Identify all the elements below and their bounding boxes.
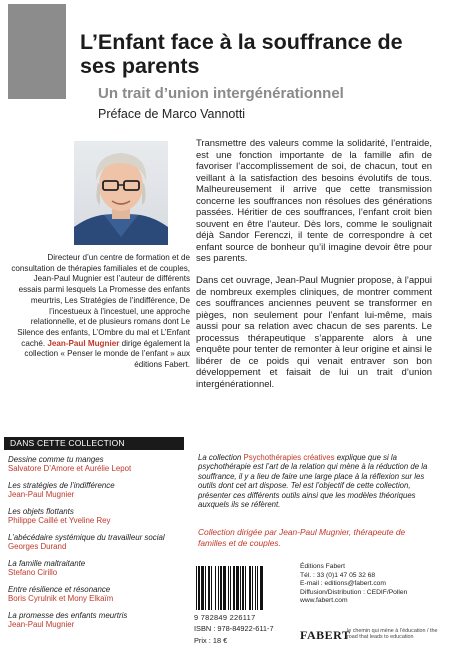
- collection-item: [8, 455, 184, 474]
- barcode: [194, 564, 280, 614]
- barcode-bar: [211, 566, 212, 610]
- barcode-bar: [240, 566, 241, 610]
- collection-item: [8, 481, 184, 500]
- publisher-line: E-mail : editions@fabert.com: [300, 580, 386, 588]
- author-name: Jean-Paul Mugnier: [47, 338, 120, 348]
- publisher-logo: FABERT: [300, 628, 351, 642]
- author-photo: [74, 141, 168, 245]
- collection-item-title: Les objets flottants: [8, 506, 74, 516]
- barcode-bar: [218, 566, 219, 610]
- author-bio-text: Directeur d’un centre de formation et de consultation de thérapies familiales et de couples, Jean-Paul Mugnier est l’auteur de différents essais parmi lesquels La Promesse des enfants meurtris, Les Stratégies de l’indifférence, De l’incestueux à l’incestuel, une approche relationnelle, et de plusieurs romans dont Le Silence des enfants, L’Ombre du mal et L’Enfant caché.: [11, 253, 190, 348]
- collection-item-author: Salvatore D’Amore et Aurélie Lepot: [8, 464, 132, 474]
- collection-director: Collection dirigée par Jean-Paul Mugnier, thérapeute de familles et de couples.: [198, 527, 406, 548]
- preface-credit: Préface de Marco Vannotti: [98, 107, 246, 121]
- cover-color-block: [8, 4, 66, 99]
- description-paragraph: Dans cet ouvrage, Jean-Paul Mugnier propose, à l’appui de nombreux exemples cliniques, de montrer comment ces souffrances anciennes peuvent se transformer en pièges, non seulement pour l’enfant lui-même, mais aussi pour sa relation avec chacun de ses parents. Le processus thérapeutique s’apparente alors à une enquête pour tenter de remonter à leur origine et ainsi le libérer de ce poids qui venait entraver son bon développement et faisait de lui un trait d’union intergénérationnel.: [196, 275, 432, 390]
- barcode-bar: [196, 566, 197, 610]
- barcode-bar: [245, 566, 246, 610]
- barcode-bar: [236, 566, 239, 610]
- barcode-bar: [201, 566, 204, 610]
- collection-description: [198, 453, 432, 509]
- collection-name: Psychothérapies créatives: [243, 453, 335, 462]
- barcode-bar: [205, 566, 206, 610]
- barcode-bar: [223, 566, 226, 610]
- isbn: ISBN : 978-84922-611-7: [194, 624, 274, 633]
- collection-item: [8, 611, 184, 630]
- author-bio: [10, 253, 190, 371]
- publisher-line: Diffusion/Distribution : CEDIF/Pollen: [300, 588, 408, 596]
- collection-item-author: Boris Cyrulnik et Mony Elkaïm: [8, 594, 114, 604]
- publisher-line: www.fabert.com: [300, 597, 348, 605]
- barcode-bar: [198, 566, 200, 610]
- barcode-bar: [215, 566, 216, 610]
- collection-item: [8, 533, 184, 552]
- collection-header: DANS CETTE COLLECTION: [4, 437, 184, 450]
- book-subtitle: Un trait d’union intergénérationnel: [98, 85, 344, 102]
- collection-item-author: Philippe Caillé et Yveline Rey: [8, 516, 111, 526]
- barcode-bar: [233, 566, 235, 610]
- collection-item-author: Georges Durand: [8, 542, 67, 552]
- collection-item: [8, 585, 184, 604]
- description-paragraph: Transmettre des valeurs comme la solidarité, l’entraide, est une fonction importante de la famille afin de favoriser l’accomplissement de soi, de chacun, tout en veillant à la satisfaction des besoins évolutifs de tous. Malheureusement il arrive que cette transmission concerne les souffrances non résolues des générations passées. Héritier de ces souffrances, l’enfant croit bien souvent en être l’auteur. Dès lors, comme le soulignait déjà Sandor Ferenczi, il tente de correspondre à cet enfant source de bonheur qu’il imagine devoir être pour ses parents.: [196, 138, 432, 265]
- collection-item-title: Entre résilience et résonance: [8, 584, 111, 594]
- collection-item-author: Stefano Cirillo: [8, 568, 58, 578]
- price: Prix : 18 €: [194, 636, 228, 645]
- barcode-bar: [249, 566, 251, 610]
- collection-item-title: La promesse des enfants meurtris: [8, 610, 128, 620]
- author-bio-text2: dirige également la collection « Penser le monde de l’enfant » aux éditions Fabert.: [24, 338, 190, 370]
- collection-item-title: Les stratégies de l’indifférence: [8, 480, 115, 490]
- publisher-tagline: le chemin qui mène à l’éducation / the road that leads to education: [347, 628, 438, 641]
- barcode-bar: [252, 566, 253, 610]
- barcode-bar: [208, 566, 210, 610]
- collection-item: [8, 559, 184, 578]
- barcode-bar: [257, 566, 258, 610]
- collection-item-title: Dessine comme tu manges: [8, 455, 104, 464]
- barcode-bar: [255, 566, 256, 610]
- barcode-bar: [242, 566, 244, 610]
- barcode-bar: [260, 566, 263, 610]
- collection-description-pre: La collection: [198, 453, 244, 462]
- back-cover-description: [196, 138, 432, 400]
- collection-list: [8, 455, 184, 637]
- publisher-line: Tél. : 33 (0)1 47 05 32 68: [300, 571, 376, 579]
- barcode-bar: [228, 566, 229, 610]
- collection-item-author: Jean-Paul Mugnier: [8, 490, 75, 500]
- collection-item: [8, 507, 184, 526]
- collection-description-post: explique que si la psychothérapie est l’art de la relation qui mène à la réduction de la souffrance, il y a lieu de faire une large place à la réflexion sur les outils dont cet art dispose. Tel est l’objectif de cette collection, présenter ces différents outils ainsi que les modèles théoriques auxquels ils se réfèrent.: [198, 453, 428, 510]
- book-title: L’Enfant face à la souffrance de ses parents: [80, 30, 403, 78]
- collection-item-title: L’abécédaire systémique du travailleur social: [8, 532, 165, 542]
- barcode-number: 9 782849 226117: [194, 613, 256, 622]
- collection-item-title: La famille maltraitante: [8, 558, 86, 568]
- collection-item-author: Jean-Paul Mugnier: [8, 620, 75, 630]
- publisher-info: [300, 563, 440, 606]
- barcode-bar: [220, 566, 222, 610]
- barcode-bar: [230, 566, 231, 610]
- publisher-line: Éditions Fabert: [300, 563, 345, 570]
